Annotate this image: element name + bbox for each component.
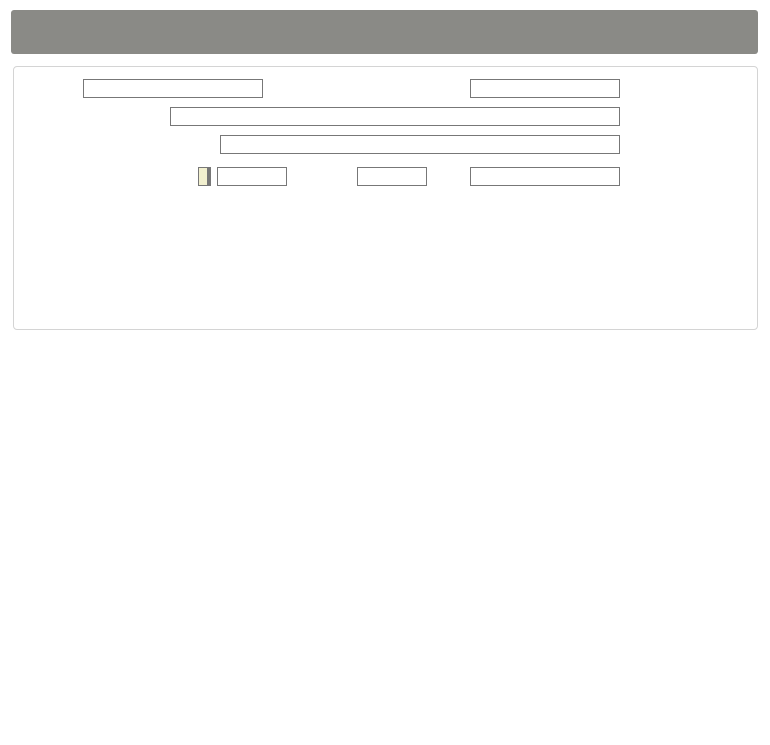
need-number-field xyxy=(470,79,620,98)
deadline-date-field xyxy=(470,167,620,186)
buyer-field xyxy=(170,107,620,126)
page-header xyxy=(11,10,758,54)
need-info-panel xyxy=(13,66,758,330)
creator-field xyxy=(220,135,620,154)
announce-field xyxy=(83,79,263,98)
deadline-time-field xyxy=(357,167,427,186)
days-remaining-field xyxy=(217,167,287,186)
